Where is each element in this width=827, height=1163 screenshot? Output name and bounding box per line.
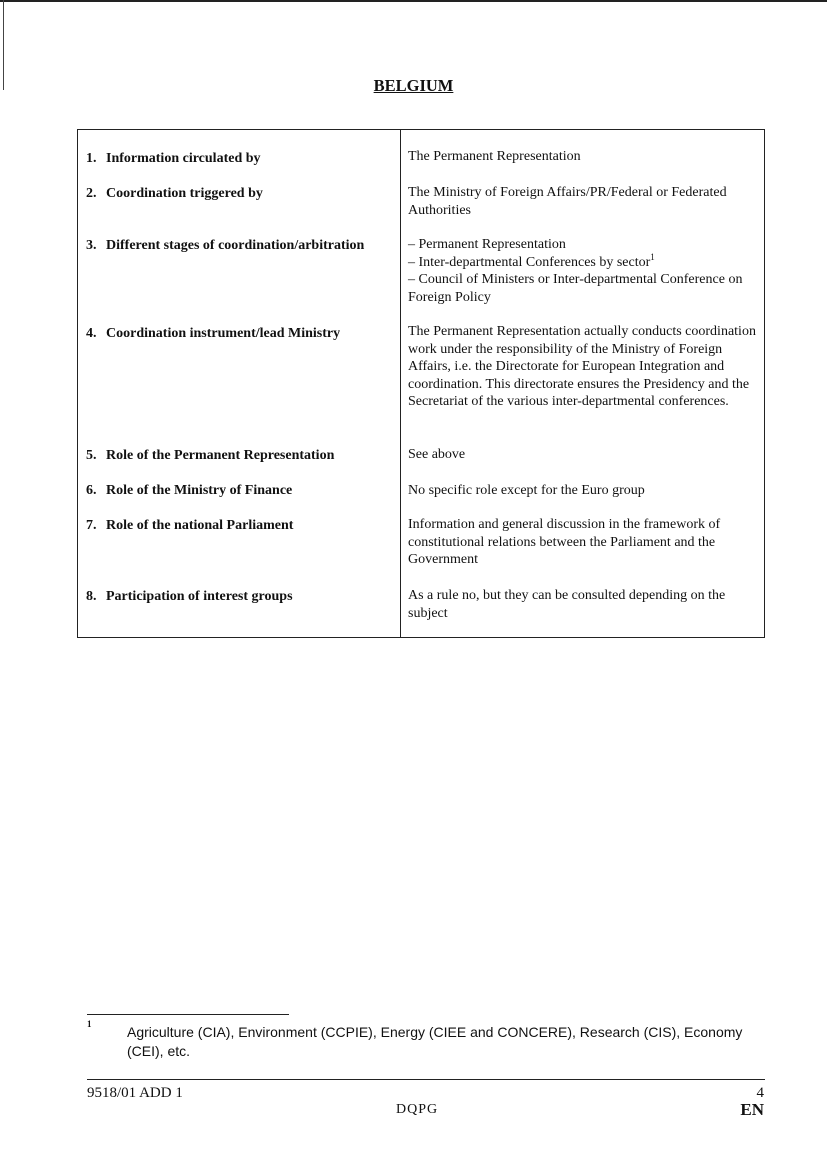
page-title: BELGIUM <box>373 76 454 95</box>
row-label <box>86 482 396 500</box>
language-code: EN <box>740 1100 764 1119</box>
row-label-text: Role of the national Parliament <box>106 518 294 533</box>
row-number: 4. <box>86 326 97 341</box>
value-line <box>408 251 760 272</box>
row-number: 1. <box>86 151 97 166</box>
page-number: 4 <box>756 1085 764 1101</box>
row-label-text: Different stages of coordination/arbitration <box>106 238 365 253</box>
value-line-text: – Inter-departmental Conferences by sector <box>408 254 651 270</box>
row-label-text: Information circulated by <box>106 151 261 166</box>
row-value: The Permanent Representation <box>408 149 581 164</box>
row-label-text: Role of the Ministry of Finance <box>106 483 293 498</box>
row-number: 6. <box>86 483 97 498</box>
row-label-text: Coordination instrument/lead Ministry <box>106 326 341 341</box>
row-label <box>86 150 396 168</box>
row-number: 5. <box>86 448 97 463</box>
row-label <box>86 517 396 535</box>
row-label-text: Participation of interest groups <box>106 589 293 604</box>
footer-rule <box>87 1079 765 1080</box>
row-label <box>86 447 396 465</box>
row-value: The Permanent Representation actually conducts coordination work under the responsibility of the Ministry of Foreign Affairs, i.e. the Directorate for European Integration and coordination. This directorate ensures the Presidency and the Secretariat of the various inter-departmental conferences. <box>408 324 756 409</box>
row-value: As a rule no, but they can be consulted depending on the subject <box>408 588 726 621</box>
row-value: See above <box>408 447 466 462</box>
row-number: 2. <box>86 186 97 201</box>
row-value: No specific role except for the Euro group <box>408 483 645 498</box>
value-line: – Council of Ministers or Inter-departmental Conference on Foreign Policy <box>408 272 743 305</box>
document-reference: 9518/01 ADD 1 <box>87 1085 183 1101</box>
footnote-mark: 1 <box>87 1019 92 1029</box>
footnote-reference: 1 <box>650 251 655 262</box>
row-label <box>86 237 396 255</box>
row-label <box>86 588 396 606</box>
row-value: The Ministry of Foreign Affairs/PR/Federal or Federated Authorities <box>408 185 727 218</box>
row-value: Information and general discussion in the framework of constitutional relations between the Parliament and the Government <box>408 517 721 567</box>
coordination-table <box>77 129 765 638</box>
row-number: 7. <box>86 518 97 533</box>
row-label <box>86 185 396 203</box>
row-number: 8. <box>86 589 97 604</box>
row-number: 3. <box>86 238 97 253</box>
top-border-line <box>0 0 827 2</box>
footnote-text: Agriculture (CIA), Environment (CCPIE), Energy (CIEE and CONCERE), Research (CIS), Economy (CEI), etc. <box>127 1024 743 1059</box>
row-label-text: Coordination triggered by <box>106 186 263 201</box>
row-label <box>86 325 396 343</box>
department-code: DQPG <box>396 1102 439 1117</box>
value-line: – Permanent Representation <box>408 237 566 252</box>
row-value <box>408 236 760 306</box>
row-label-text: Role of the Permanent Representation <box>106 448 335 463</box>
column-divider <box>400 130 401 637</box>
footnote-separator <box>87 1014 289 1015</box>
